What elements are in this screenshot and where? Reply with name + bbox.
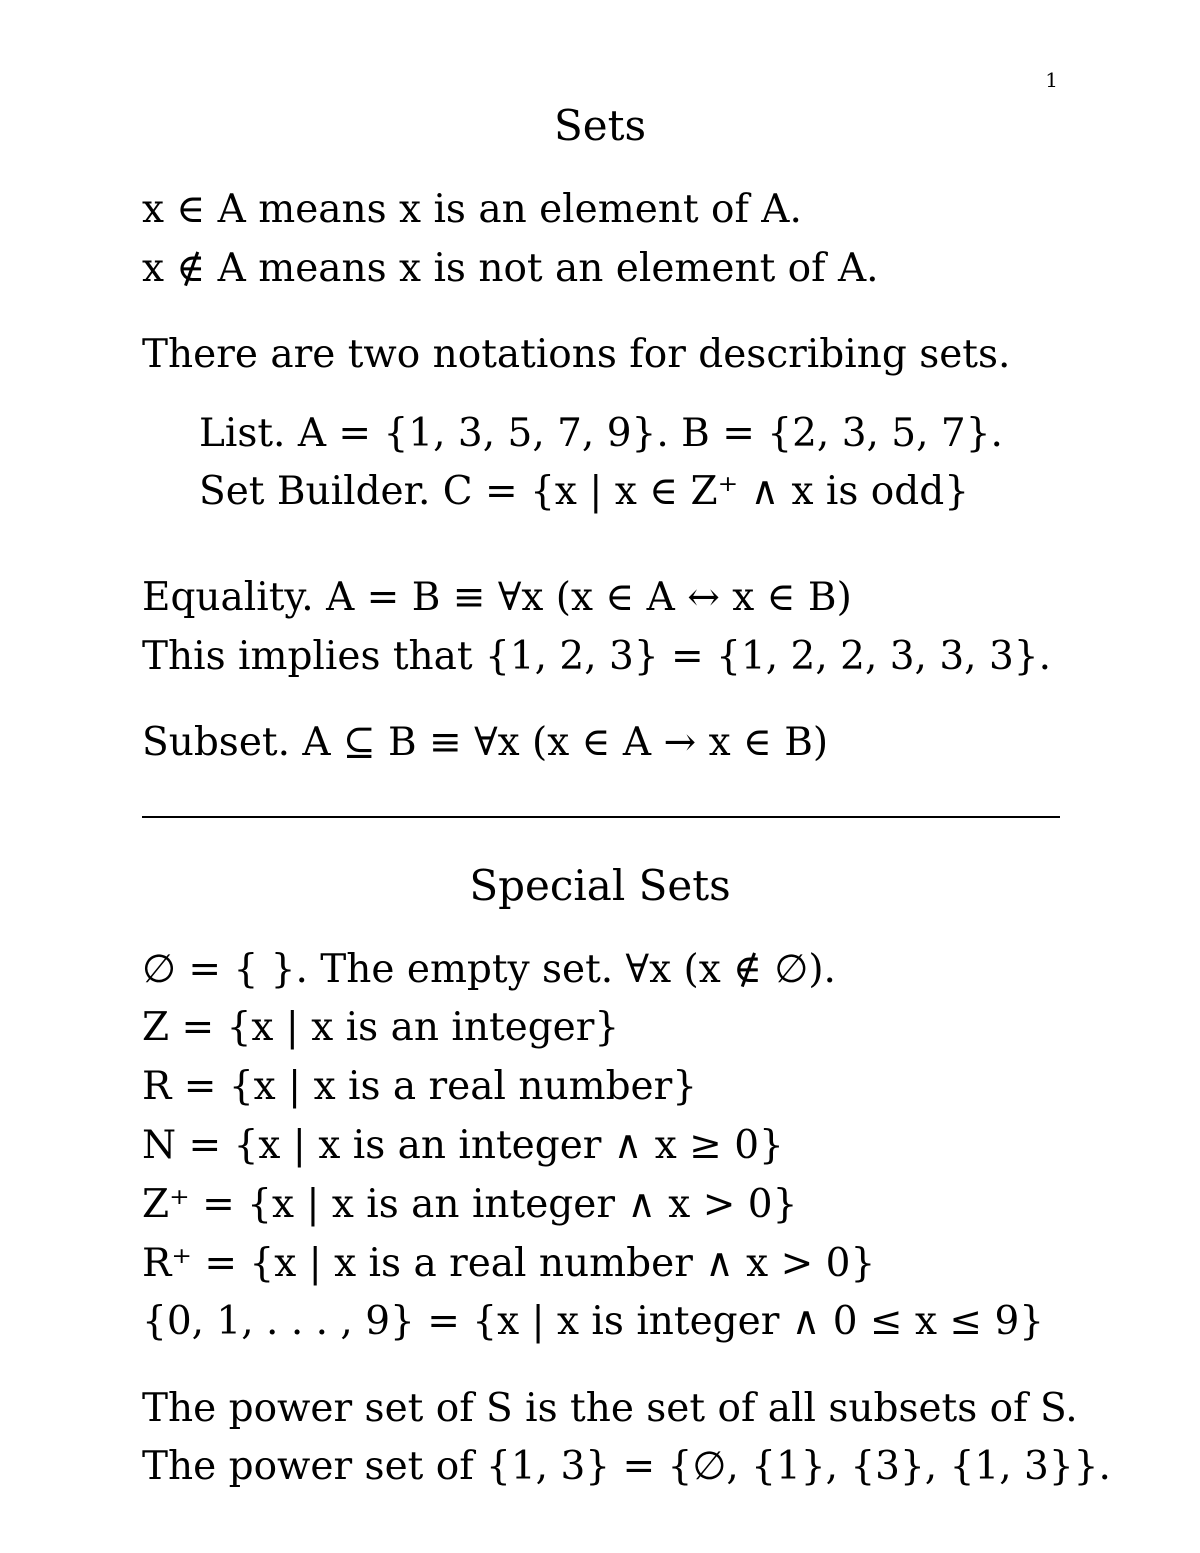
naturals-definition: N = {x | x is an integer ∧ x ≥ 0} bbox=[142, 1123, 784, 1168]
power-set-definition: The power set of S is the set of all subsets of S. bbox=[142, 1386, 1078, 1431]
integers-definition: Z = {x | x is an integer} bbox=[142, 1005, 620, 1050]
equality-implication: This implies that {1, 2, 3} = {1, 2, 2, 3, 3, 3}. bbox=[142, 634, 1051, 679]
empty-set-definition: ∅ = { }. The empty set. ∀x (x ∉ ∅). bbox=[142, 947, 836, 992]
subset-definition: Subset. A ⊆ B ≡ ∀x (x ∈ A → x ∈ B) bbox=[142, 720, 829, 765]
positive-reals-definition: R⁺ = {x | x is a real number ∧ x > 0} bbox=[142, 1241, 876, 1286]
sets-title: Sets bbox=[553, 101, 647, 150]
power-set-example: The power set of {1, 3} = {∅, {1}, {3}, {1, 3}}. bbox=[142, 1444, 1111, 1489]
special-sets-title: Special Sets bbox=[469, 861, 731, 910]
non-membership-line: x ∉ A means x is not an element of A. bbox=[142, 246, 879, 291]
equality-definition: Equality. A = B ≡ ∀x (x ∈ A ↔ x ∈ B) bbox=[142, 575, 852, 620]
section-divider bbox=[142, 816, 1060, 818]
reals-definition: R = {x | x is a real number} bbox=[142, 1064, 698, 1109]
positive-integers-definition: Z⁺ = {x | x is an integer ∧ x > 0} bbox=[142, 1182, 798, 1227]
notations-intro: There are two notations for describing sets. bbox=[142, 332, 1011, 377]
list-notation: List. A = {1, 3, 5, 7, 9}. B = {2, 3, 5, 7}. bbox=[199, 411, 1003, 456]
digit-set-definition: {0, 1, . . . , 9} = {x | x is integer ∧ 0 ≤ x ≤ 9} bbox=[142, 1299, 1045, 1344]
page-number: 1 bbox=[1045, 68, 1058, 92]
membership-line: x ∈ A means x is an element of A. bbox=[142, 187, 802, 232]
set-builder-notation: Set Builder. C = {x | x ∈ Z⁺ ∧ x is odd} bbox=[199, 469, 970, 514]
